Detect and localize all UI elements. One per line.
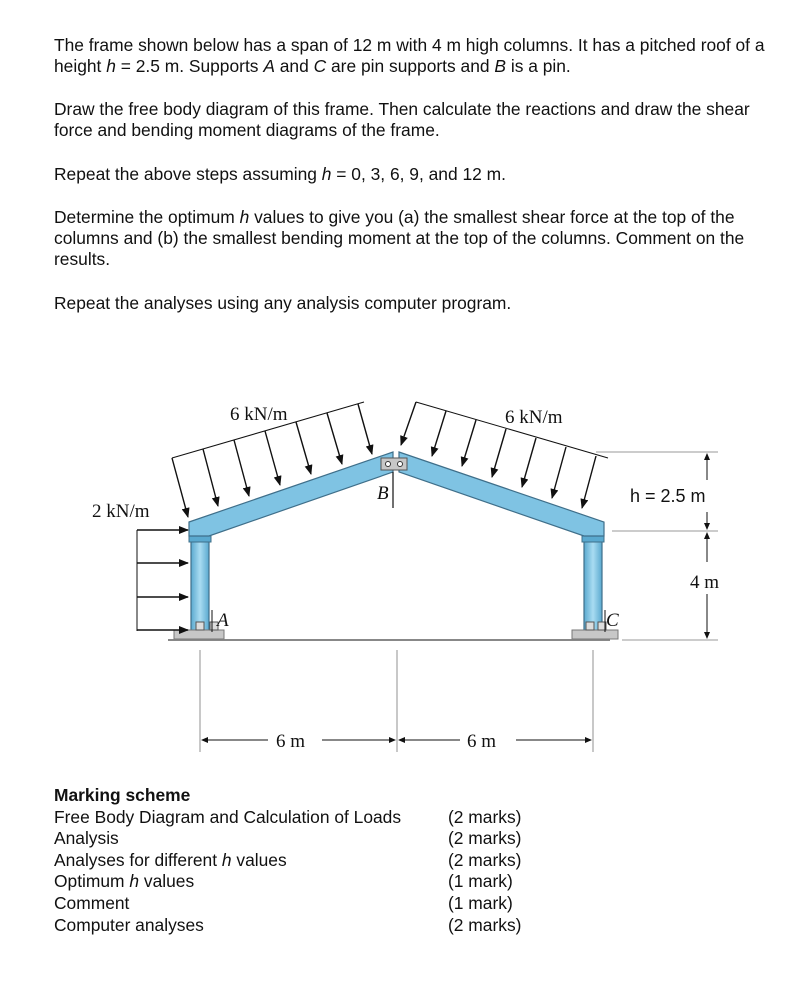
marking-row-marks: (2 marks) — [448, 914, 522, 935]
intro-text: are pin supports and — [326, 56, 495, 76]
computer-paragraph: Repeat the analyses using any analysis computer program. — [54, 293, 512, 313]
label-c: C — [606, 610, 619, 631]
frame-figure — [0, 390, 812, 770]
intro-text: is a pin. — [506, 56, 571, 76]
marking-row — [54, 850, 521, 872]
optimum-text: values to give you (a) the smallest shear force at the top of the columns and (b) the smallest bending moment at the top of the columns. Comment on the results. — [54, 207, 745, 269]
marking-row — [54, 893, 521, 915]
right-rafter — [399, 452, 604, 536]
task-paragraph: Draw the free body diagram of this frame. Then calculate the reactions and draw the shear force and bending moment diagrams of the frame. — [54, 99, 750, 140]
marking-row-text: Optimum — [54, 871, 130, 892]
marking-row-label: Computer analyses — [54, 914, 204, 935]
support-c-symbol: C — [313, 56, 327, 76]
marking-row-marks: (2 marks) — [448, 849, 522, 870]
marking-row-marks: (1 mark) — [448, 892, 513, 913]
marking-row-text: values — [139, 871, 195, 892]
marking-row — [54, 828, 521, 850]
marking-row-label: Comment — [54, 892, 130, 913]
marking-row-label: Free Body Diagram and Calculation of Loads — [54, 806, 402, 827]
left-rafter — [189, 452, 393, 536]
pin-b-symbol: B — [494, 56, 506, 76]
column-lateral-load — [137, 530, 188, 631]
marking-row-text: values — [231, 849, 287, 870]
right-roof-load-label: 6 kN/m — [505, 407, 563, 428]
h-symbol: h — [129, 871, 140, 892]
column-load-label: 2 kN/m — [92, 501, 150, 522]
optimum-text: Determine the optimum — [54, 207, 240, 227]
marking-scheme — [54, 785, 521, 936]
h-dimension-label: h = 2.5 m — [630, 486, 706, 506]
marking-row-label — [54, 850, 448, 872]
marking-row-marks: (2 marks) — [448, 806, 522, 827]
h-symbol: h — [221, 849, 232, 870]
intro-text: = 2.5 m. Supports — [115, 56, 264, 76]
marking-row-text: Analyses for different — [54, 849, 222, 870]
span-dimensions — [200, 650, 593, 752]
intro-text: The frame shown below has a span of 12 m with 4 m high columns. It has a pitched roof of a height — [54, 35, 765, 76]
column-height-label: 4 m — [690, 572, 720, 593]
marking-row-marks: (1 mark) — [448, 871, 513, 892]
label-a: A — [217, 610, 229, 631]
marking-row-marks: (2 marks) — [448, 828, 522, 849]
marking-row — [54, 871, 521, 893]
support-a-symbol: A — [263, 56, 275, 76]
marking-row-label: Analysis — [54, 828, 119, 849]
optimum-paragraph — [54, 207, 769, 270]
repeat-text: = 0, 3, 6, 9, and 12 m. — [331, 164, 506, 184]
marking-row — [54, 807, 521, 829]
left-span-label: 6 m — [276, 731, 306, 752]
marking-row-label — [54, 871, 448, 893]
left-roof-load-label: 6 kN/m — [230, 404, 288, 425]
h-symbol: h — [239, 207, 250, 227]
right-span-label: 6 m — [467, 731, 497, 752]
h-symbol: h — [321, 164, 332, 184]
marking-scheme-title: Marking scheme — [54, 785, 191, 805]
repeat-text: Repeat the above steps assuming — [54, 164, 322, 184]
intro-text: and — [274, 56, 314, 76]
marking-row — [54, 915, 521, 937]
ridge-pin-plate — [381, 458, 407, 470]
h-symbol: h — [106, 56, 116, 76]
intro-paragraph — [54, 35, 769, 77]
repeat-paragraph — [54, 164, 769, 185]
label-b: B — [377, 483, 389, 504]
